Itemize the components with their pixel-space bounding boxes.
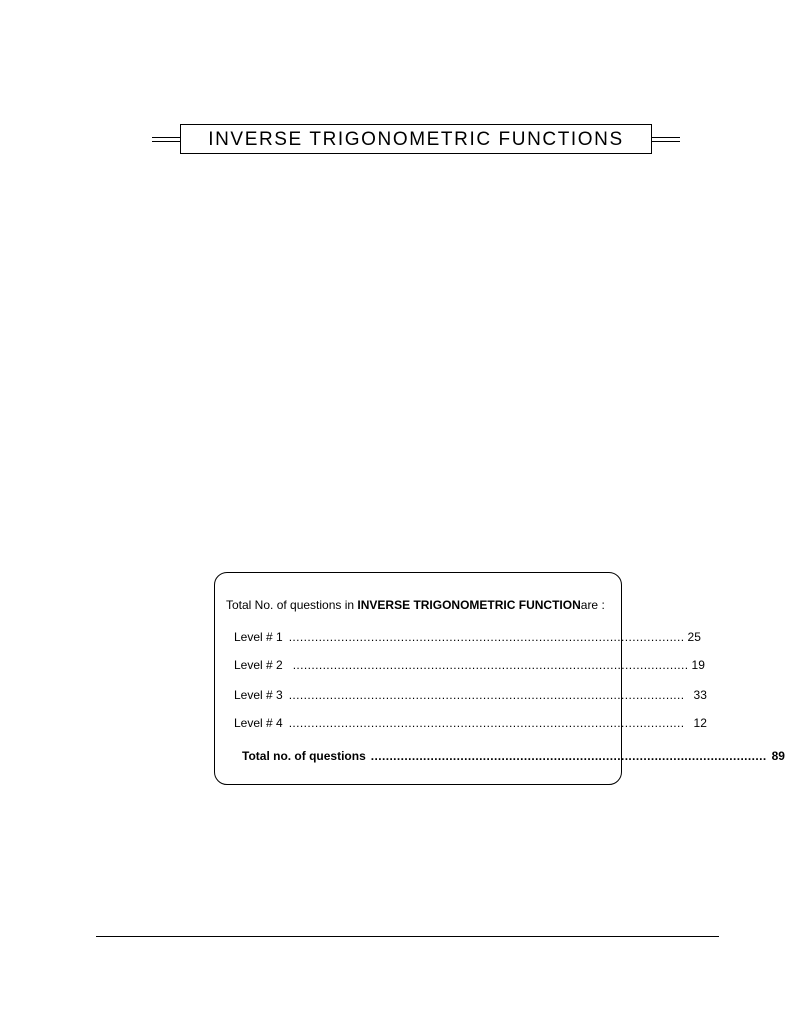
level-count: 33 [693,688,707,702]
total-row [242,749,785,763]
question-summary-box [214,572,785,785]
total-count: 89 [771,749,785,763]
title-rule-right-lower [652,141,680,142]
level-label: Level # 2 [234,658,283,672]
summary-intro [226,598,605,612]
leader-dots: .......................................................................................................... [288,716,685,730]
title-banner [180,124,652,154]
page-title: INVERSE TRIGONOMETRIC FUNCTIONS [208,128,624,150]
leader-dots: .......................................................................................................... [288,688,685,702]
leader-dots: .......................................................................................................... [288,630,685,644]
level-row-3 [234,688,707,702]
summary-intro-topic: INVERSE TRIGONOMETRIC FUNCTION [357,598,581,612]
level-count: 25 [687,630,701,644]
level-row-2 [234,658,705,672]
level-row-1 [234,630,701,644]
level-count: 12 [693,716,707,730]
level-row-4 [234,716,707,730]
total-label: Total no. of questions [242,749,366,763]
level-label: Level # 1 [234,630,283,644]
title-rule-left-upper [152,137,180,138]
footer-rule [96,936,719,937]
title-rule-right-upper [652,137,680,138]
level-count: 19 [691,658,705,672]
summary-intro-prefix: Total No. of questions in [226,598,358,612]
summary-intro-suffix: are : [580,598,605,612]
level-label: Level # 4 [234,716,283,730]
level-label: Level # 3 [234,688,283,702]
leader-dots: .......................................................................................................... [292,658,689,672]
title-rule-left-lower [152,141,180,142]
leader-dots: .......................................................................................................... [370,749,767,763]
